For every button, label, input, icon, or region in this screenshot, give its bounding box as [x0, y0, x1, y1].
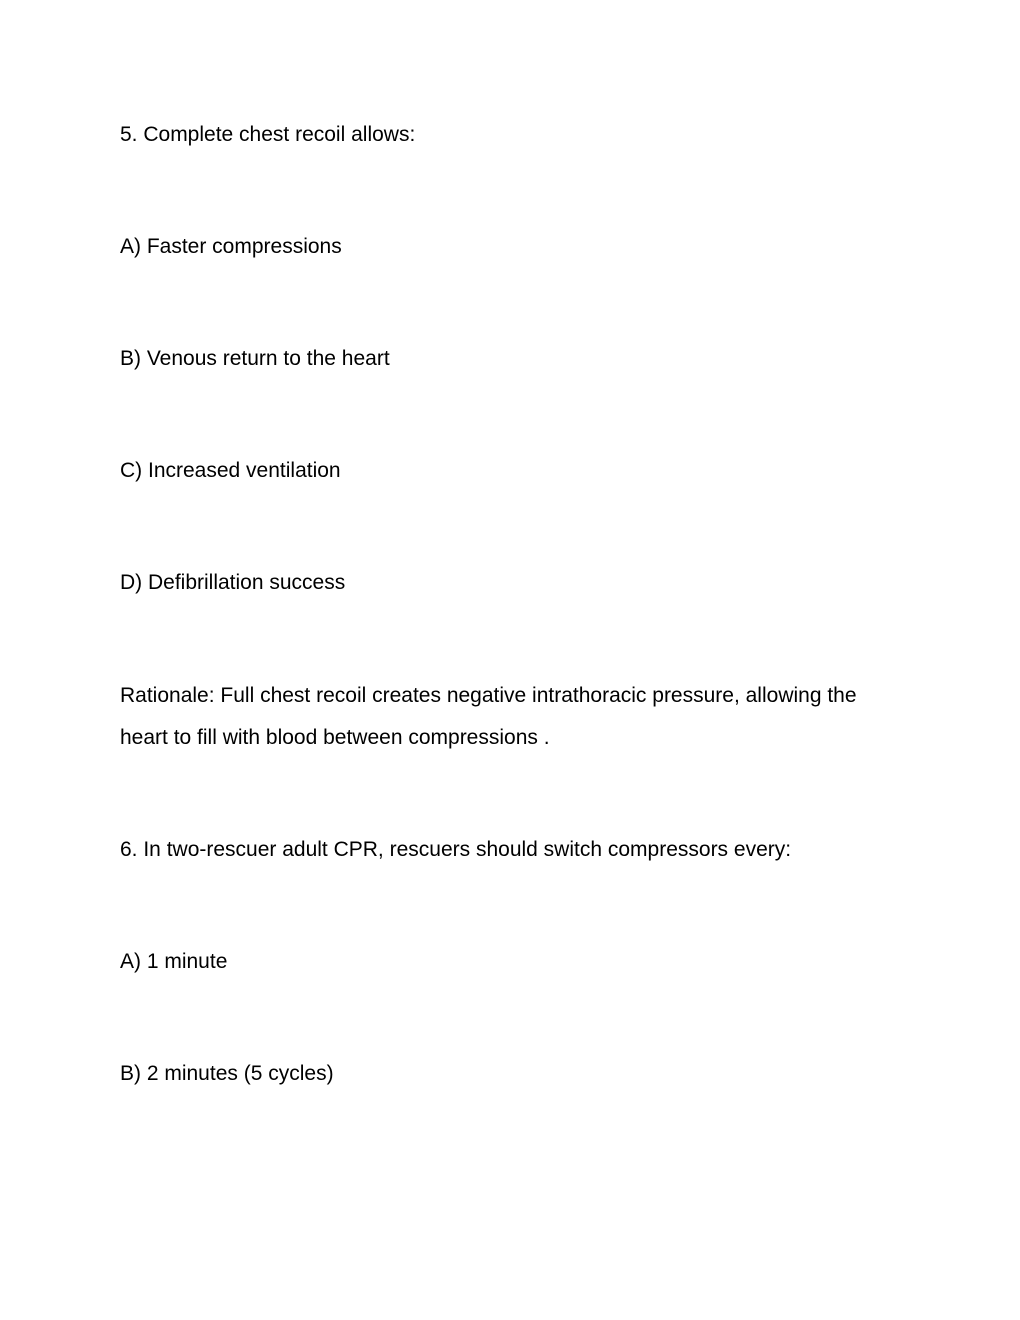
- question-6-prompt: 6. In two-rescuer adult CPR, rescuers should switch compressors every:: [120, 838, 792, 861]
- question-5-rationale-line-1: Rationale: Full chest recoil creates negative intrathoracic pressure, allowing the: [120, 684, 857, 707]
- question-6-option-b: B) 2 minutes (5 cycles): [120, 1062, 334, 1085]
- question-5-rationale-line-2: heart to fill with blood between compressions .: [120, 726, 550, 749]
- question-6-option-a: A) 1 minute: [120, 950, 228, 973]
- question-5-option-b: B) Venous return to the heart: [120, 347, 390, 370]
- question-5-option-c: C) Increased ventilation: [120, 459, 341, 482]
- question-5-prompt: 5. Complete chest recoil allows:: [120, 123, 416, 146]
- question-5-option-d: D) Defibrillation success: [120, 571, 346, 594]
- question-5-option-a: A) Faster compressions: [120, 235, 342, 258]
